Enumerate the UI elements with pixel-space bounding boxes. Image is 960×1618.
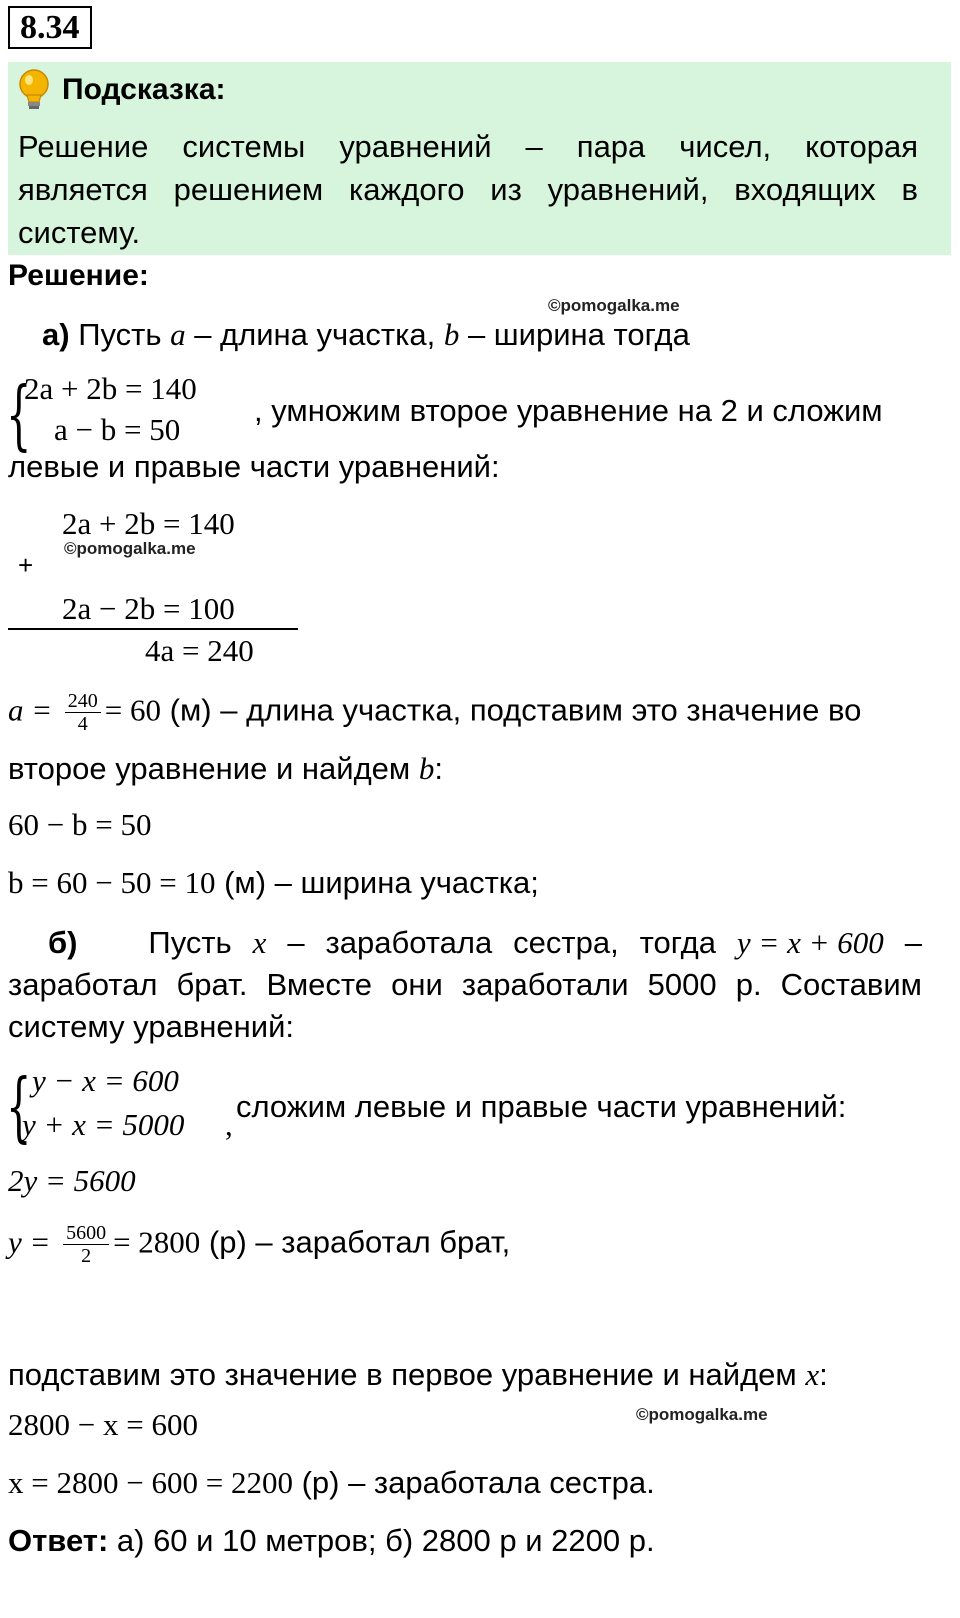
- y-eq-left: y =: [8, 1224, 51, 1260]
- a-text: (м) – длина участка, подставим это значение во: [161, 692, 862, 728]
- a-eq-left: a =: [8, 692, 53, 728]
- system-b-comma: ,: [225, 1107, 233, 1142]
- part-b-w2: x: [252, 925, 267, 960]
- watermark-2: ©pomogalka.me: [64, 539, 196, 558]
- var-b: b: [443, 317, 460, 352]
- intro-text-1: Пусть: [69, 317, 171, 352]
- add-result: 4a = 240: [145, 633, 254, 668]
- part-b-w6: тогда: [639, 925, 716, 960]
- system-a-eq2: a − b = 50: [54, 412, 181, 447]
- add-line: [8, 628, 298, 630]
- watermark-3: ©pomogalka.me: [636, 1405, 768, 1424]
- part-b-w3: –: [287, 925, 305, 960]
- part-b-line3: систему уравнений:: [8, 1009, 295, 1044]
- a-text2-line: [8, 750, 443, 787]
- y-text: (р) – заработал брат,: [200, 1224, 511, 1260]
- system-b-after: сложим левые и правые части уравнений:: [236, 1089, 847, 1124]
- system-b-eq2: y + x = 5000: [22, 1107, 185, 1142]
- a-frac-den: 4: [77, 713, 88, 735]
- answer-text: а) 60 и 10 метров; б) 2800 р и 2200 р.: [108, 1523, 655, 1558]
- subst-var: x: [805, 1357, 820, 1392]
- part-b-w4: заработала: [325, 925, 493, 960]
- lightbulb-icon: [16, 68, 52, 114]
- system-b-brace: {: [6, 1064, 32, 1152]
- part-b-label: б): [48, 925, 78, 960]
- a-frac-num: 240: [65, 690, 101, 713]
- answer-label: Ответ:: [8, 1523, 109, 1558]
- solution-label: Решение:: [8, 259, 149, 292]
- part-b-w7: y = x + 600: [736, 925, 884, 960]
- hint-line-3: систему.: [18, 215, 141, 250]
- hint-box: [8, 62, 951, 255]
- watermark-1: ©pomogalka.me: [548, 296, 680, 315]
- system-a-brace: {: [6, 372, 32, 460]
- part-b-w1: Пусть: [148, 925, 232, 960]
- line-continue: левые и правые части уравнений:: [8, 449, 500, 484]
- eq-b2-text: (м) – ширина участка;: [215, 865, 539, 900]
- a-text2-var: b: [418, 751, 435, 786]
- intro-text-3: – ширина тогда: [459, 317, 690, 352]
- y-fraction: [63, 1222, 109, 1267]
- eq-b2: b = 60 − 50 = 10: [8, 865, 216, 900]
- subst-line: [8, 1356, 828, 1393]
- subst-end: :: [819, 1357, 828, 1392]
- eq-b1: 60 − b = 50: [8, 807, 152, 842]
- system-a-after: , умножим второе уравнение на 2 и сложим: [254, 393, 883, 428]
- a-fraction: [65, 690, 101, 735]
- system-b-eq1: y − x = 600: [32, 1063, 179, 1098]
- y-eq-right: = 2800: [113, 1224, 201, 1260]
- a-eq-right: = 60: [104, 692, 162, 728]
- a-text2-end: :: [434, 751, 443, 786]
- hint-line-2: является решением каждого из уравнений, входящих в: [18, 172, 918, 207]
- add-eq1: 2a + 2b = 140: [62, 506, 235, 541]
- subst-text: подставим это значение в первое уравнение и найдем: [8, 1357, 806, 1392]
- part-a-intro: [42, 316, 690, 353]
- var-a: a: [170, 317, 186, 352]
- a-value-line: [8, 690, 861, 735]
- part-a-label: а): [42, 317, 70, 352]
- add-eq2: 2a − 2b = 100: [62, 591, 235, 626]
- eq-4-text: (р) – заработала сестра.: [292, 1465, 655, 1500]
- part-b-w8: –: [904, 925, 922, 960]
- system-a-eq1: 2a + 2b = 140: [24, 371, 197, 406]
- eq-4: x = 2800 − 600 = 2200: [8, 1465, 293, 1500]
- eq-b2-line: [8, 864, 539, 901]
- part-b-line2: заработал брат. Вместе они заработали 5000 р. Составим: [8, 967, 922, 1002]
- plus-sign: +: [18, 550, 34, 580]
- eq-4-line: [8, 1464, 655, 1501]
- answer-line: [8, 1522, 655, 1559]
- part-b-line1: [48, 924, 922, 961]
- y-value-line: [8, 1222, 510, 1267]
- y-frac-den: 2: [81, 1245, 92, 1267]
- intro-text-2: – длина участка,: [185, 317, 444, 352]
- a-text2: второе уравнение и найдем: [8, 751, 419, 786]
- part-b-w5: сестра,: [513, 925, 619, 960]
- hint-title: Подсказка:: [62, 73, 226, 106]
- hint-line-1: Решение системы уравнений – пара чисел, которая: [18, 129, 918, 164]
- problem-number: 8.34: [8, 6, 92, 49]
- y-frac-num: 5600: [63, 1222, 109, 1245]
- eq-3: 2800 − x = 600: [8, 1407, 198, 1442]
- eq-2y: 2y = 5600: [8, 1163, 136, 1198]
